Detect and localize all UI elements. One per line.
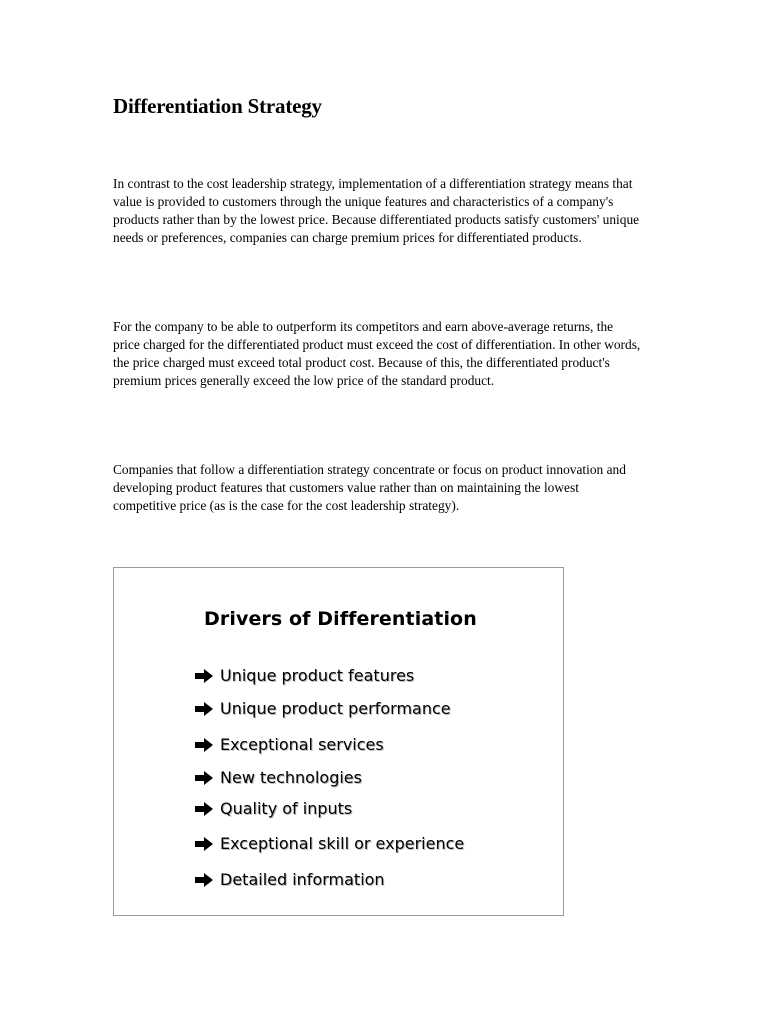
paragraph-3: Companies that follow a differentiation strategy concentrate or focus on product innovation and developing product features that customers value rather than on maintaining the lowest competitive price (as is the case for the cost leadership strategy). <box>113 462 626 513</box>
arrow-right-icon <box>194 872 214 888</box>
driver-label: Detailed information <box>220 870 385 889</box>
arrow-right-icon <box>194 668 214 684</box>
page-title: Differentiation Strategy <box>113 94 322 118</box>
driver-label: Exceptional skill or experience <box>220 834 465 853</box>
paragraph-2: For the company to be able to outperform its competitors and earn above-average returns, the price charged for the differentiated product must exceed the cost of differentiation. In other words, the price charged must exceed total product cost. Because of this, the differentiated product's premium prices generally exceed the low price of the standard product. <box>113 319 641 388</box>
arrow-right-icon <box>194 836 214 852</box>
driver-label: Exceptional services <box>220 735 384 754</box>
driver-label: Unique product features <box>220 666 415 685</box>
driver-item <box>194 870 385 889</box>
driver-label: Unique product performance <box>220 699 451 718</box>
driver-item <box>194 699 451 718</box>
driver-item <box>194 735 384 754</box>
figure-title: Drivers of Differentiation <box>204 608 477 630</box>
driver-item <box>194 666 414 685</box>
driver-label: Quality of inputs <box>220 799 353 818</box>
driver-item <box>194 768 362 787</box>
driver-item <box>194 834 464 853</box>
driver-label: New technologies <box>220 768 362 787</box>
arrow-right-icon <box>194 737 214 753</box>
arrow-right-icon <box>194 701 214 717</box>
arrow-right-icon <box>194 770 214 786</box>
paragraph-1: In contrast to the cost leadership strategy, implementation of a differentiation strategy means that value is provided to customers through the unique features and characteristics of a company's products rather than by the lowest price. Because differentiated products satisfy customers' unique needs or preferences, companies can charge premium prices for differentiated products. <box>113 176 640 245</box>
arrow-right-icon <box>194 801 214 817</box>
drivers-figure <box>113 567 564 916</box>
driver-item <box>194 799 352 818</box>
